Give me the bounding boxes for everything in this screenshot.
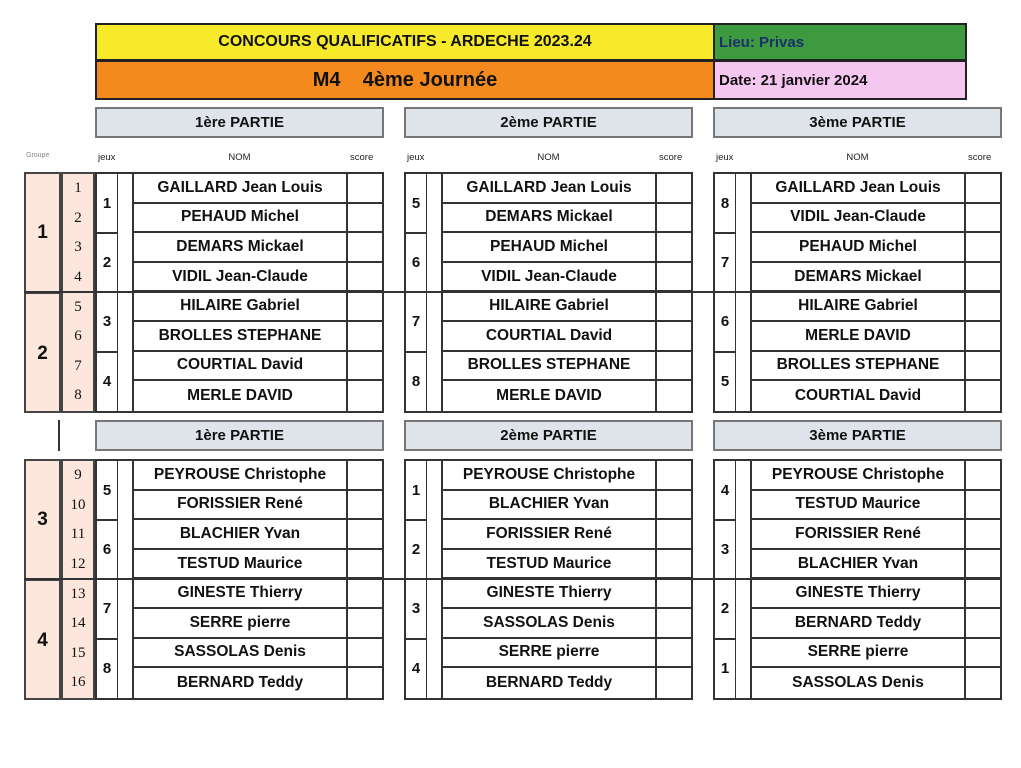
table-row	[406, 639, 691, 669]
table-row	[406, 174, 691, 204]
spacer-cell	[118, 550, 134, 580]
player-name: GINESTE Thierry	[752, 579, 966, 609]
spacer-cell	[118, 263, 134, 293]
spacer-cell	[118, 322, 134, 352]
player-number: 9	[74, 467, 82, 484]
player-name: FORISSIER René	[443, 520, 657, 550]
player-name: GINESTE Thierry	[134, 579, 348, 609]
player-number: 15	[70, 644, 86, 661]
score-cell[interactable]	[966, 322, 1000, 352]
score-cell[interactable]	[348, 292, 382, 322]
table-row	[97, 491, 382, 521]
spacer-cell	[427, 461, 443, 491]
score-header: score	[350, 152, 374, 163]
journee-title: M4 4ème Journée	[95, 60, 715, 100]
jeux-number: 6	[720, 313, 730, 331]
score-header: score	[659, 152, 683, 163]
spacer-cell	[118, 292, 134, 322]
spacer-cell	[736, 491, 752, 521]
score-cell[interactable]	[657, 550, 691, 580]
nom-header: NOM	[537, 152, 560, 163]
spacer-cell	[118, 352, 134, 382]
jeux-number: 2	[411, 541, 421, 559]
player-number: 14	[70, 615, 86, 632]
table-row	[406, 292, 691, 322]
location-label: Lieu: Privas	[713, 23, 967, 61]
jeux-number: 8	[720, 195, 730, 213]
player-number: 1	[74, 180, 82, 197]
player-name: MERLE DAVID	[443, 381, 657, 411]
spacer-cell	[736, 550, 752, 580]
player-name: MERLE DAVID	[752, 322, 966, 352]
table-row	[97, 292, 382, 322]
jeux-number: 7	[102, 600, 112, 618]
jeux-header: jeux	[98, 152, 116, 163]
nom-header: NOM	[846, 152, 869, 163]
spacer-cell	[736, 639, 752, 669]
table-row	[715, 381, 1000, 411]
table-row	[715, 174, 1000, 204]
jeux-number: 1	[411, 482, 421, 500]
player-name: PEHAUD Michel	[443, 233, 657, 263]
spacer-cell	[427, 174, 443, 204]
jeux-number: 3	[720, 541, 730, 559]
score-cell[interactable]	[348, 579, 382, 609]
player-name: GAILLARD Jean Louis	[443, 174, 657, 204]
jeux-number: 4	[102, 372, 112, 390]
spacer-cell	[736, 292, 752, 322]
jeux-number: 6	[102, 541, 112, 559]
table-row	[715, 609, 1000, 639]
partie-header: 2ème PARTIE	[404, 420, 693, 451]
spacer-cell	[118, 174, 134, 204]
table-row	[406, 381, 691, 411]
group-number: 1	[26, 174, 59, 294]
jeux-number: 2	[102, 254, 112, 272]
score-cell[interactable]	[966, 668, 1000, 698]
spacer-cell	[427, 204, 443, 234]
table-row	[97, 639, 382, 669]
spacer-cell	[427, 491, 443, 521]
spacer-cell	[427, 233, 443, 263]
score-cell[interactable]	[348, 668, 382, 698]
partie-header: 3ème PARTIE	[713, 420, 1002, 451]
player-name: TESTUD Maurice	[752, 491, 966, 521]
jeux-number: 6	[411, 254, 421, 272]
table-row	[97, 520, 382, 550]
player-name: SERRE pierre	[134, 609, 348, 639]
player-name: BROLLES STEPHANE	[752, 352, 966, 382]
player-name: SERRE pierre	[752, 639, 966, 669]
player-name: TESTUD Maurice	[134, 550, 348, 580]
score-cell[interactable]	[966, 381, 1000, 411]
spacer-cell	[118, 381, 134, 411]
spacer-cell	[118, 204, 134, 234]
groupe-header: Groupe	[26, 152, 50, 159]
score-cell[interactable]	[966, 579, 1000, 609]
score-cell[interactable]	[657, 639, 691, 669]
score-cell[interactable]	[657, 174, 691, 204]
spacer-cell	[427, 292, 443, 322]
score-cell[interactable]	[348, 491, 382, 521]
spacer-cell	[118, 491, 134, 521]
table-row	[97, 609, 382, 639]
score-cell[interactable]	[966, 550, 1000, 580]
table-row	[97, 174, 382, 204]
spacer-cell	[118, 579, 134, 609]
spacer-cell	[427, 609, 443, 639]
score-cell[interactable]	[348, 520, 382, 550]
jeux-number: 1	[720, 659, 730, 677]
player-number: 6	[74, 328, 82, 345]
spacer-cell	[427, 668, 443, 698]
table-row	[406, 233, 691, 263]
table-row	[97, 263, 382, 293]
player-name: SASSOLAS Denis	[752, 668, 966, 698]
jeux-number: 2	[720, 600, 730, 618]
player-name: BLACHIER Yvan	[134, 520, 348, 550]
table-row	[715, 668, 1000, 698]
table-row	[97, 579, 382, 609]
player-name: PEHAUD Michel	[134, 204, 348, 234]
player-name: HILAIRE Gabriel	[134, 292, 348, 322]
table-row	[406, 550, 691, 580]
player-number: 3	[74, 239, 82, 256]
spacer-cell	[736, 263, 752, 293]
jeux-header: jeux	[407, 152, 425, 163]
spacer-cell	[736, 233, 752, 263]
spacer-cell	[118, 668, 134, 698]
jeux-number: 3	[102, 313, 112, 331]
spacer-cell	[736, 579, 752, 609]
player-number: 16	[70, 674, 86, 691]
table-row	[406, 322, 691, 352]
player-name: TESTUD Maurice	[443, 550, 657, 580]
player-name: HILAIRE Gabriel	[752, 292, 966, 322]
spacer-cell	[427, 263, 443, 293]
player-name: BROLLES STEPHANE	[134, 322, 348, 352]
score-cell[interactable]	[348, 609, 382, 639]
player-name: SASSOLAS Denis	[443, 609, 657, 639]
player-name: PEYROUSE Christophe	[752, 461, 966, 491]
divider	[58, 420, 60, 451]
player-number: 8	[74, 387, 82, 404]
score-cell[interactable]	[348, 322, 382, 352]
score-cell[interactable]	[348, 174, 382, 204]
date-label: Date: 21 janvier 2024	[713, 60, 967, 100]
jeux-number: 4	[411, 659, 421, 677]
player-number: 7	[74, 357, 82, 374]
score-cell[interactable]	[966, 609, 1000, 639]
player-name: DEMARS Mickael	[443, 204, 657, 234]
jeux-number: 8	[102, 659, 112, 677]
score-cell[interactable]	[348, 352, 382, 382]
spacer-cell	[427, 579, 443, 609]
jeux-number: 3	[411, 600, 421, 618]
spacer-cell	[736, 204, 752, 234]
table-row	[715, 461, 1000, 491]
player-name: BLACHIER Yvan	[443, 491, 657, 521]
player-name: BERNARD Teddy	[134, 668, 348, 698]
score-cell[interactable]	[657, 668, 691, 698]
player-number: 13	[70, 585, 86, 602]
score-cell[interactable]	[657, 204, 691, 234]
spacer-cell	[118, 233, 134, 263]
spacer-cell	[118, 609, 134, 639]
jeux-header: jeux	[716, 152, 734, 163]
score-cell[interactable]	[657, 609, 691, 639]
spacer-cell	[736, 322, 752, 352]
table-row	[406, 668, 691, 698]
player-number: 5	[74, 298, 82, 315]
score-cell[interactable]	[348, 204, 382, 234]
score-cell[interactable]	[657, 520, 691, 550]
score-header: score	[968, 152, 992, 163]
table-row	[406, 204, 691, 234]
score-cell[interactable]	[348, 639, 382, 669]
group-number: 3	[26, 461, 59, 581]
table-row	[715, 292, 1000, 322]
jeux-number: 4	[720, 482, 730, 500]
score-cell[interactable]	[348, 263, 382, 293]
player-name: HILAIRE Gabriel	[443, 292, 657, 322]
spacer-cell	[427, 550, 443, 580]
player-number: 2	[74, 209, 82, 226]
spacer-cell	[427, 520, 443, 550]
score-cell[interactable]	[348, 461, 382, 491]
score-cell[interactable]	[348, 233, 382, 263]
spacer-cell	[736, 352, 752, 382]
partie-header: 1ère PARTIE	[95, 107, 384, 138]
table-row	[97, 550, 382, 580]
table-row	[715, 550, 1000, 580]
score-cell[interactable]	[966, 292, 1000, 322]
player-name: VIDIL Jean-Claude	[752, 204, 966, 234]
table-row	[97, 233, 382, 263]
score-cell[interactable]	[966, 639, 1000, 669]
jeux-number: 5	[102, 482, 112, 500]
player-name: GAILLARD Jean Louis	[134, 174, 348, 204]
spacer-cell	[736, 381, 752, 411]
table-row	[406, 263, 691, 293]
score-cell[interactable]	[657, 461, 691, 491]
nom-header: NOM	[228, 152, 251, 163]
table-row	[406, 520, 691, 550]
jeux-number: 1	[102, 195, 112, 213]
player-name: COURTIAL David	[443, 322, 657, 352]
spacer-cell	[736, 609, 752, 639]
score-cell[interactable]	[657, 322, 691, 352]
spacer-cell	[736, 461, 752, 491]
player-name: GINESTE Thierry	[443, 579, 657, 609]
jeux-number: 5	[720, 372, 730, 390]
score-cell[interactable]	[966, 520, 1000, 550]
partie-header: 2ème PARTIE	[404, 107, 693, 138]
table-row	[97, 322, 382, 352]
score-cell[interactable]	[966, 204, 1000, 234]
table-row	[715, 639, 1000, 669]
player-name: MERLE DAVID	[134, 381, 348, 411]
group-number: 2	[37, 342, 48, 364]
tournament-title: CONCOURS QUALIFICATIFS - ARDECHE 2023.24	[95, 23, 715, 61]
table-row	[406, 579, 691, 609]
player-name: SERRE pierre	[443, 639, 657, 669]
player-name: BERNARD Teddy	[752, 609, 966, 639]
score-cell[interactable]	[657, 263, 691, 293]
group-separator	[24, 578, 1002, 580]
score-cell[interactable]	[966, 263, 1000, 293]
table-row	[715, 491, 1000, 521]
score-cell[interactable]	[966, 491, 1000, 521]
player-name: SASSOLAS Denis	[134, 639, 348, 669]
player-name: VIDIL Jean-Claude	[443, 263, 657, 293]
player-number: 12	[70, 556, 86, 573]
score-cell[interactable]	[966, 352, 1000, 382]
score-cell[interactable]	[966, 233, 1000, 263]
jeux-number: 7	[411, 313, 421, 331]
score-cell[interactable]	[657, 352, 691, 382]
score-cell[interactable]	[348, 550, 382, 580]
group-number: 4	[37, 629, 48, 651]
spacer-cell	[118, 461, 134, 491]
player-name: FORISSIER René	[752, 520, 966, 550]
player-name: BROLLES STEPHANE	[443, 352, 657, 382]
table-row	[715, 204, 1000, 234]
player-number: 10	[70, 496, 86, 513]
player-name: COURTIAL David	[752, 381, 966, 411]
score-cell[interactable]	[657, 381, 691, 411]
score-cell[interactable]	[966, 174, 1000, 204]
player-number: 4	[74, 269, 82, 286]
jeux-number: 8	[411, 372, 421, 390]
table-row	[406, 352, 691, 382]
score-cell[interactable]	[657, 233, 691, 263]
table-row	[97, 204, 382, 234]
score-cell[interactable]	[348, 381, 382, 411]
spacer-cell	[118, 520, 134, 550]
spacer-cell	[736, 520, 752, 550]
table-row	[715, 263, 1000, 293]
table-row	[715, 233, 1000, 263]
spacer-cell	[736, 668, 752, 698]
player-name: PEYROUSE Christophe	[443, 461, 657, 491]
table-row	[406, 491, 691, 521]
score-cell[interactable]	[657, 579, 691, 609]
player-name: FORISSIER René	[134, 491, 348, 521]
player-name: DEMARS Mickael	[134, 233, 348, 263]
spacer-cell	[427, 381, 443, 411]
spacer-cell	[427, 352, 443, 382]
partie-header: 3ème PARTIE	[713, 107, 1002, 138]
score-cell[interactable]	[657, 491, 691, 521]
group-separator	[24, 291, 1002, 293]
spacer-cell	[118, 639, 134, 669]
table-row	[715, 352, 1000, 382]
player-name: DEMARS Mickael	[752, 263, 966, 293]
table-row	[715, 322, 1000, 352]
table-row	[406, 609, 691, 639]
score-cell[interactable]	[657, 292, 691, 322]
player-number: 11	[70, 526, 86, 543]
partie-header: 1ère PARTIE	[95, 420, 384, 451]
table-row	[715, 520, 1000, 550]
spacer-cell	[427, 322, 443, 352]
player-name: BERNARD Teddy	[443, 668, 657, 698]
table-row	[97, 461, 382, 491]
table-row	[406, 461, 691, 491]
player-name: GAILLARD Jean Louis	[752, 174, 966, 204]
table-row	[97, 668, 382, 698]
spacer-cell	[427, 639, 443, 669]
table-row	[97, 381, 382, 411]
player-name: PEYROUSE Christophe	[134, 461, 348, 491]
spacer-cell	[736, 174, 752, 204]
player-name: VIDIL Jean-Claude	[134, 263, 348, 293]
player-name: BLACHIER Yvan	[752, 550, 966, 580]
table-row	[97, 352, 382, 382]
player-name: PEHAUD Michel	[752, 233, 966, 263]
jeux-number: 5	[411, 195, 421, 213]
table-row	[715, 579, 1000, 609]
player-name: COURTIAL David	[134, 352, 348, 382]
score-cell[interactable]	[966, 461, 1000, 491]
jeux-number: 7	[720, 254, 730, 272]
